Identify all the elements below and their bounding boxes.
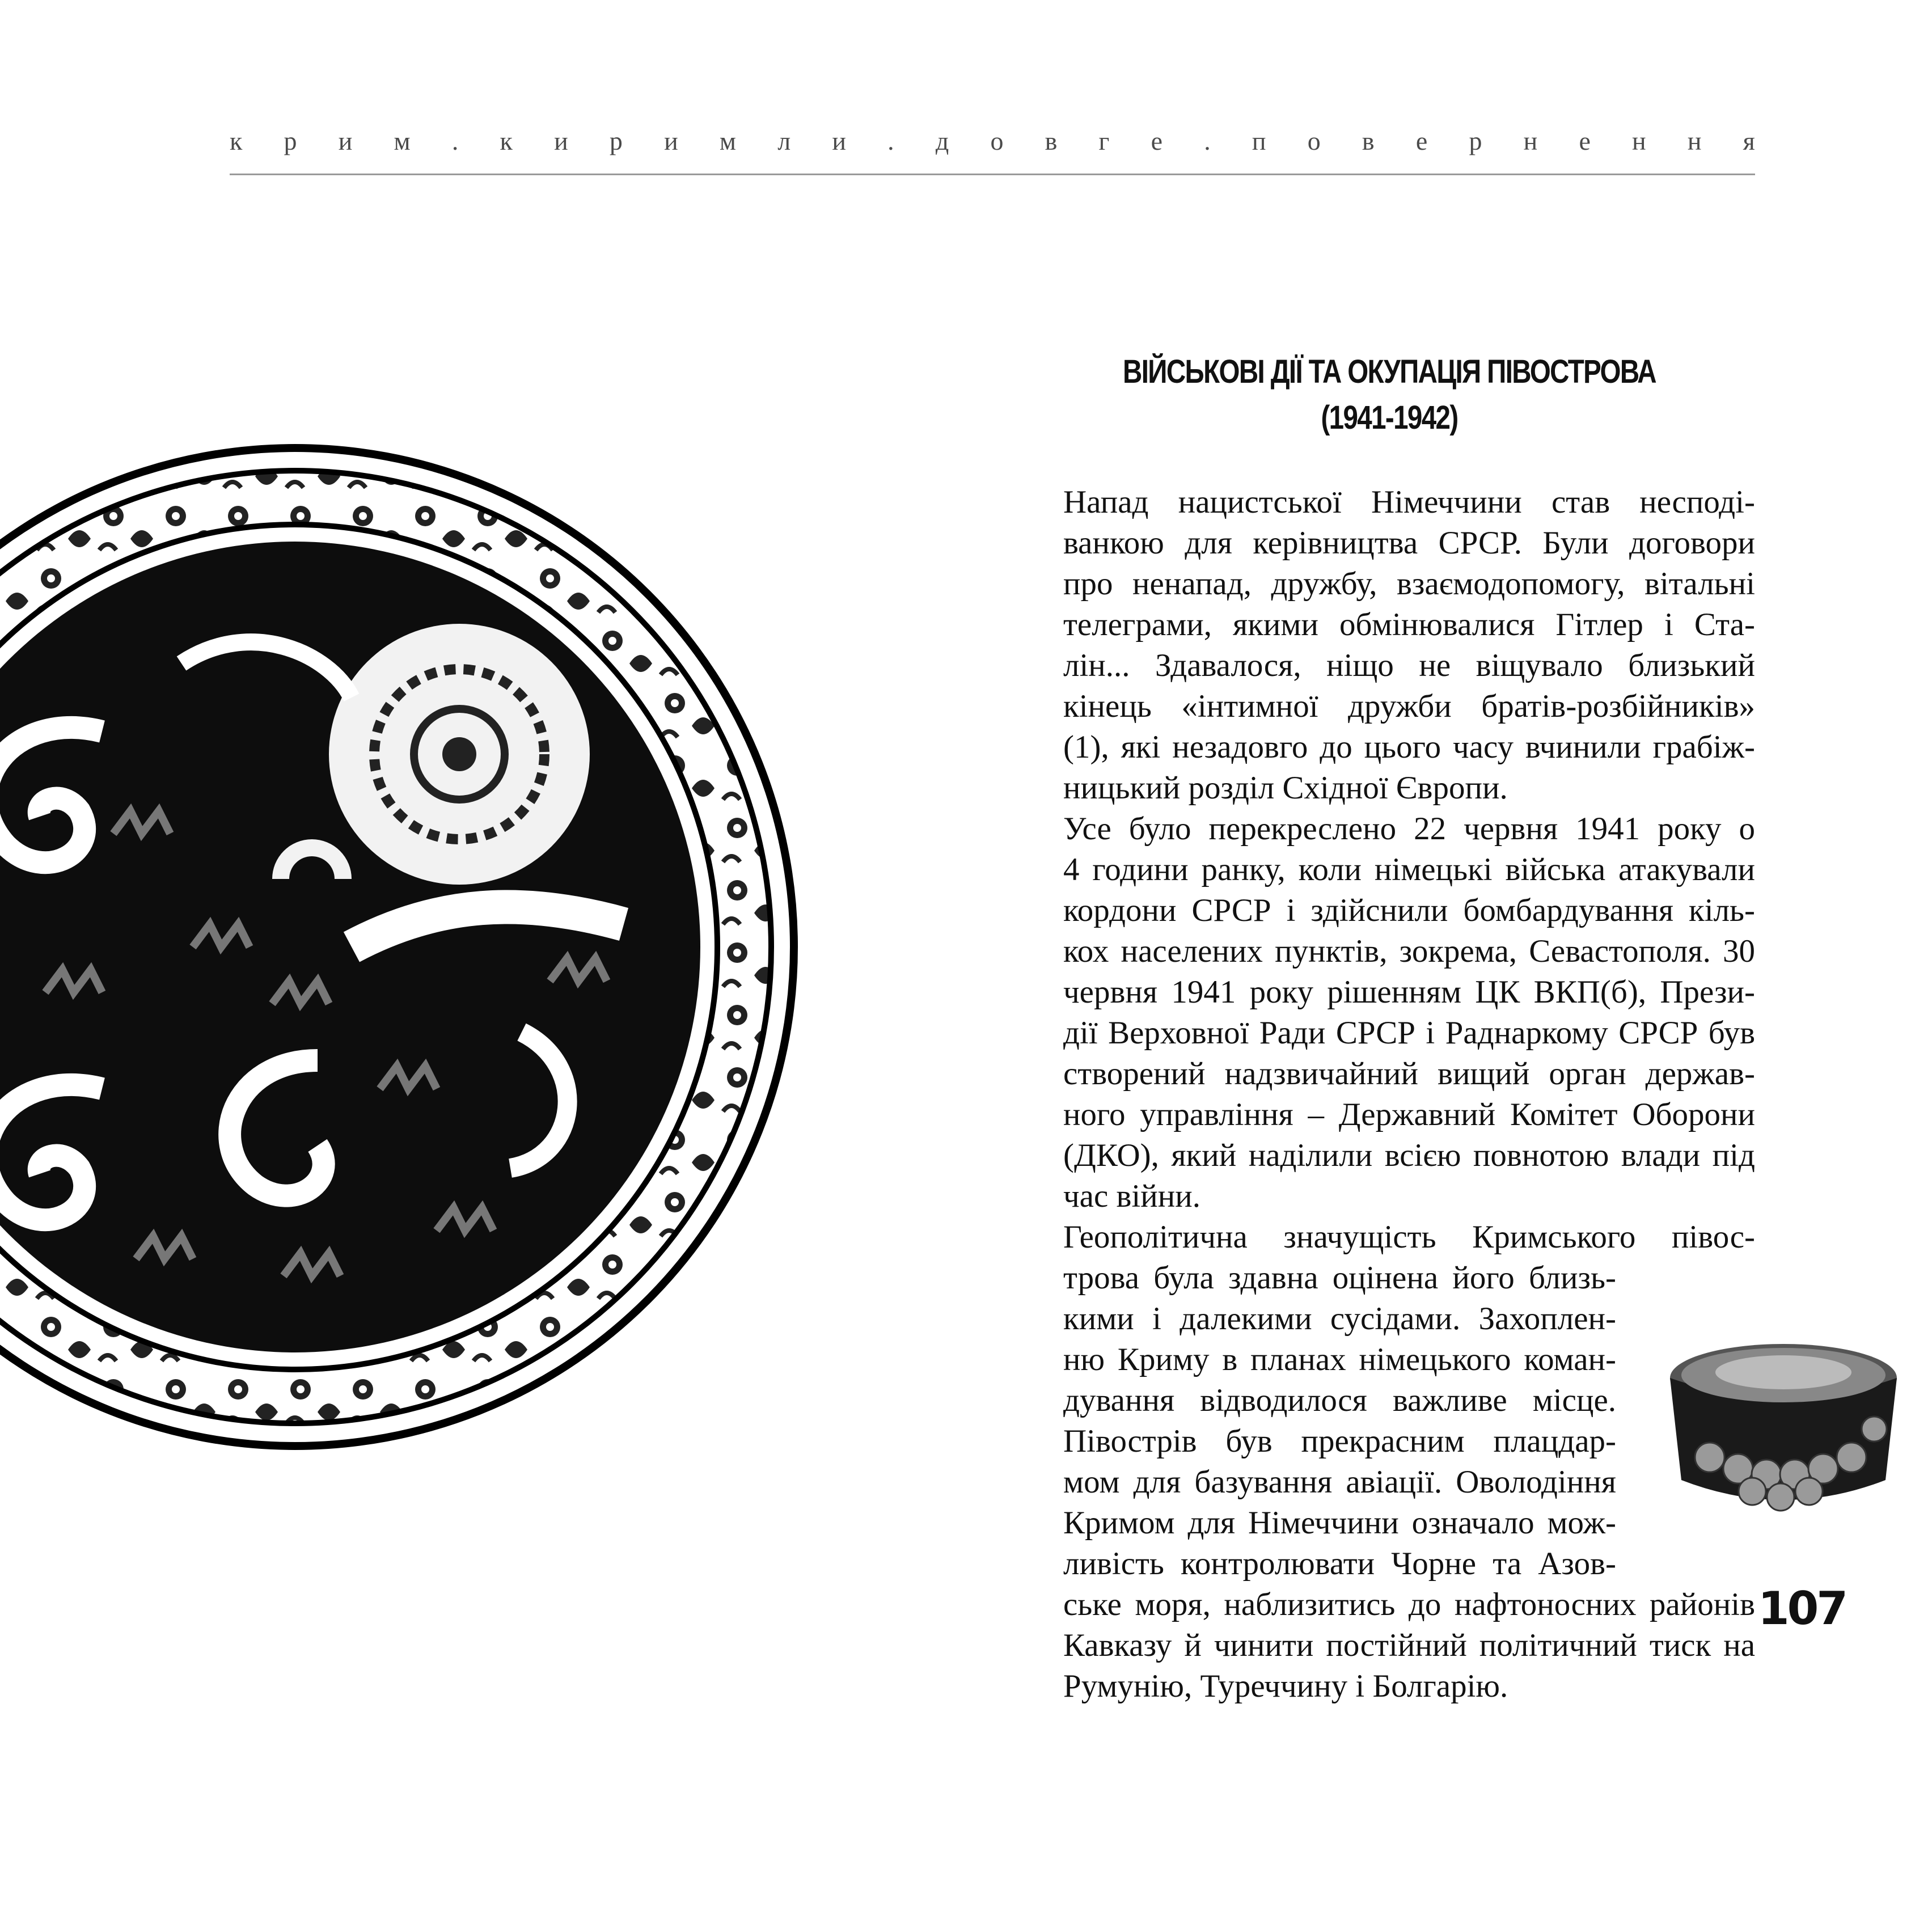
running-header-letter: и — [832, 126, 846, 155]
running-header-letter: к — [500, 126, 513, 155]
running-header-letter: в — [1362, 126, 1375, 155]
text-line: лін... Здавалося, ніщо не віщувало близький — [1063, 648, 1755, 683]
title-line-1: ВІЙСЬКОВІ ДІЇ ТА ОКУПАЦІЯ ПІВОСТРОВА — [1123, 353, 1656, 390]
running-header-letter: м — [719, 126, 736, 155]
running-header-letter: р — [1469, 126, 1482, 155]
article-paragraph — [1015, 1217, 1755, 1707]
header-rule — [230, 174, 1755, 175]
running-header-letter: я — [1743, 126, 1755, 155]
running-header-letter: и — [664, 126, 678, 155]
text-line: Півострів був прекрасним плацдар- — [1063, 1423, 1616, 1459]
running-header-letter: г — [1098, 126, 1110, 155]
running-header-letter: и — [338, 126, 353, 155]
text-line: дування відводилося важливе місце. — [1063, 1383, 1616, 1418]
text-line: мом для базування авіації. Оволодіння — [1063, 1464, 1616, 1500]
running-header-letter: . — [1204, 126, 1211, 155]
article-body — [1015, 482, 1755, 1707]
text-line: Геополітична значущість Кримського півос- — [1063, 1219, 1755, 1255]
text-line: Румунію, Туреччину і Болгарію. — [1063, 1668, 1508, 1704]
article-paragraph — [1015, 809, 1755, 1217]
running-header-letter: н — [1632, 126, 1646, 155]
text-line: (1), які незадовго до цього часу вчинили грабіж- — [1063, 729, 1755, 765]
text-line: ське моря, наблизитись до нафтоносних районів — [1063, 1587, 1755, 1622]
running-header-letter: е — [1579, 126, 1591, 155]
running-header-letter: о — [1307, 126, 1321, 155]
text-line: кінець «інтимної дружби братів-розбійників» — [1063, 688, 1755, 724]
running-header-letter: к — [230, 126, 243, 155]
text-line: Усе було перекреслено 22 червня 1941 року о — [1063, 811, 1755, 847]
text-line: кох населених пунктів, зокрема, Севастополя. 30 — [1063, 933, 1755, 969]
running-header-letter: . — [887, 126, 894, 155]
running-header-letter: о — [990, 126, 1004, 155]
text-line: червня 1941 року рішенням ЦК ВКП(б), Прези- — [1063, 974, 1755, 1010]
text-line: ницький розділ Східної Європи. — [1063, 770, 1508, 806]
article-title — [1021, 349, 1758, 441]
running-header-letter: д — [935, 126, 949, 155]
text-line: ванкою для керівництва СРСР. Були договори — [1063, 525, 1755, 561]
running-header-letter: н — [1687, 126, 1702, 155]
title-line-2: (1941-1942) — [1321, 399, 1458, 437]
text-line: Напад нацистської Німеччини став несподі- — [1063, 484, 1755, 520]
text-line: ню Криму в планах німецького коман- — [1063, 1342, 1616, 1377]
text-line: трова була здавна оцінена його близь- — [1063, 1260, 1616, 1296]
running-header — [230, 126, 1755, 156]
ornamental-plate-image — [0, 437, 805, 1457]
running-header-letter: и — [554, 126, 568, 155]
running-header-letter: л — [777, 126, 791, 155]
text-line: (ДКО), який наділили всією повнотою влади під — [1063, 1138, 1755, 1173]
page-number: 107 — [1758, 1582, 1846, 1635]
text-line: кордони СРСР і здійснили бомбардування кіль- — [1063, 893, 1755, 928]
running-header-letter: р — [284, 126, 297, 155]
running-header-letter: м — [394, 126, 411, 155]
running-header-letter: . — [451, 126, 459, 155]
running-header-letter: п — [1252, 126, 1266, 155]
running-header-letter: е — [1151, 126, 1163, 155]
text-line: Кримом для Німеччини означало мож- — [1063, 1505, 1616, 1541]
running-header-letter: е — [1415, 126, 1428, 155]
text-line: про ненапад, дружбу, взаємодопомогу, вітальні — [1063, 566, 1755, 602]
text-line: дії Верховної Ради СРСР і Раднаркому СРСР був — [1063, 1015, 1755, 1051]
text-line: кими і далекими сусідами. Захоплен- — [1063, 1301, 1616, 1337]
text-line: 4 години ранку, коли німецькі війська атакували — [1063, 852, 1755, 887]
text-line: час війни. — [1063, 1178, 1201, 1214]
coin-hat-image — [1647, 1333, 1920, 1525]
running-header-letter: р — [609, 126, 623, 155]
text-line: Кавказу й чинити постійний політичний тиск на — [1063, 1627, 1755, 1663]
running-header-letter: в — [1045, 126, 1058, 155]
article-paragraph — [1015, 482, 1755, 809]
text-line: ливість контролювати Чорне та Азов- — [1063, 1546, 1616, 1582]
text-line: ного управління – Державний Комітет Оборони — [1063, 1097, 1755, 1132]
running-header-letter: н — [1523, 126, 1538, 155]
text-line: створений надзвичайний вищий орган держав- — [1063, 1056, 1755, 1092]
text-line: телеграми, якими обмінювалися Гітлер і Ста- — [1063, 607, 1755, 642]
